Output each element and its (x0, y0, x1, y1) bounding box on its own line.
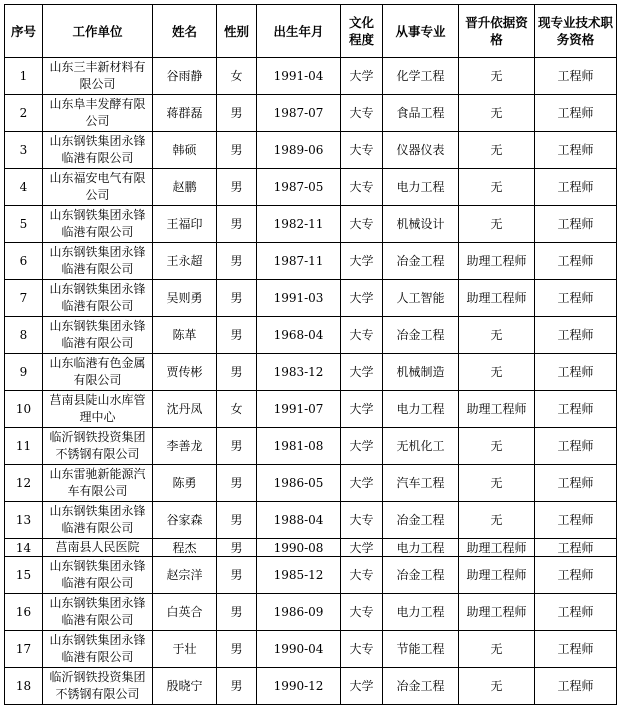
cell-title: 工程师 (535, 354, 617, 391)
cell-number: 18 (5, 668, 43, 705)
cell-birth-date: 1968-04 (257, 317, 341, 354)
cell-name: 沈丹凤 (153, 391, 217, 428)
cell-name: 陈革 (153, 317, 217, 354)
table-row (5, 354, 617, 391)
cell-birth-date: 1988-04 (257, 502, 341, 539)
cell-name: 殷晓宁 (153, 668, 217, 705)
table-row (5, 95, 617, 132)
cell-number: 8 (5, 317, 43, 354)
cell-work-unit: 山东钢铁集团永锋临港有限公司 (43, 243, 153, 280)
cell-name: 赵鹏 (153, 169, 217, 206)
table-row (5, 539, 617, 557)
cell-number: 7 (5, 280, 43, 317)
cell-birth-date: 1985-12 (257, 557, 341, 594)
header-cell: 性别 (217, 5, 257, 58)
cell-number: 12 (5, 465, 43, 502)
cell-birth-date: 1986-09 (257, 594, 341, 631)
cell-education: 大专 (341, 95, 383, 132)
cell-number: 3 (5, 132, 43, 169)
cell-birth-date: 1990-08 (257, 539, 341, 557)
cell-education: 大学 (341, 539, 383, 557)
cell-promotion-basis: 无 (459, 631, 535, 668)
cell-education: 大学 (341, 428, 383, 465)
cell-promotion-basis: 助理工程师 (459, 594, 535, 631)
header-cell: 现专业技术职务资格 (535, 5, 617, 58)
cell-education: 大学 (341, 465, 383, 502)
cell-birth-date: 1989-06 (257, 132, 341, 169)
cell-major: 汽车工程 (383, 465, 459, 502)
cell-number: 17 (5, 631, 43, 668)
table-row (5, 280, 617, 317)
cell-education: 大学 (341, 243, 383, 280)
table-row (5, 243, 617, 280)
cell-promotion-basis: 助理工程师 (459, 391, 535, 428)
cell-birth-date: 1991-07 (257, 391, 341, 428)
cell-title: 工程师 (535, 280, 617, 317)
cell-work-unit: 山东钢铁集团永锋临港有限公司 (43, 317, 153, 354)
cell-number: 1 (5, 58, 43, 95)
cell-name: 蒋群磊 (153, 95, 217, 132)
cell-major: 冶金工程 (383, 557, 459, 594)
cell-work-unit: 山东钢铁集团永锋临港有限公司 (43, 132, 153, 169)
cell-education: 大专 (341, 557, 383, 594)
cell-major: 电力工程 (383, 539, 459, 557)
cell-promotion-basis: 无 (459, 317, 535, 354)
cell-work-unit: 临沂钢铁投资集团不锈钢有限公司 (43, 428, 153, 465)
cell-promotion-basis: 无 (459, 169, 535, 206)
cell-promotion-basis: 无 (459, 428, 535, 465)
cell-major: 电力工程 (383, 391, 459, 428)
cell-gender: 男 (217, 206, 257, 243)
cell-work-unit: 山东临港有色金属有限公司 (43, 354, 153, 391)
cell-education: 大专 (341, 631, 383, 668)
cell-title: 工程师 (535, 58, 617, 95)
cell-name: 韩硕 (153, 132, 217, 169)
header-cell: 出生年月 (257, 5, 341, 58)
cell-birth-date: 1982-11 (257, 206, 341, 243)
cell-title: 工程师 (535, 668, 617, 705)
cell-major: 冶金工程 (383, 317, 459, 354)
table-row (5, 465, 617, 502)
cell-name: 白英合 (153, 594, 217, 631)
cell-gender: 男 (217, 668, 257, 705)
cell-gender: 男 (217, 465, 257, 502)
cell-education: 大学 (341, 354, 383, 391)
cell-gender: 男 (217, 539, 257, 557)
header-cell: 工作单位 (43, 5, 153, 58)
cell-gender: 女 (217, 58, 257, 95)
cell-work-unit: 山东三丰新材料有限公司 (43, 58, 153, 95)
cell-education: 大专 (341, 206, 383, 243)
header-cell: 姓名 (153, 5, 217, 58)
cell-number: 16 (5, 594, 43, 631)
cell-gender: 男 (217, 280, 257, 317)
cell-title: 工程师 (535, 465, 617, 502)
header-cell: 序号 (5, 5, 43, 58)
cell-major: 人工智能 (383, 280, 459, 317)
cell-gender: 男 (217, 557, 257, 594)
cell-gender: 男 (217, 95, 257, 132)
cell-title: 工程师 (535, 539, 617, 557)
table-row (5, 391, 617, 428)
cell-gender: 女 (217, 391, 257, 428)
cell-title: 工程师 (535, 132, 617, 169)
table-body (5, 58, 617, 705)
cell-work-unit: 临沂钢铁投资集团不锈钢有限公司 (43, 668, 153, 705)
cell-promotion-basis: 助理工程师 (459, 557, 535, 594)
table-row (5, 668, 617, 705)
cell-name: 赵宗洋 (153, 557, 217, 594)
cell-name: 吴则勇 (153, 280, 217, 317)
cell-gender: 男 (217, 354, 257, 391)
cell-birth-date: 1987-07 (257, 95, 341, 132)
cell-birth-date: 1986-05 (257, 465, 341, 502)
header-cell: 从事专业 (383, 5, 459, 58)
cell-gender: 男 (217, 132, 257, 169)
cell-number: 5 (5, 206, 43, 243)
cell-title: 工程师 (535, 557, 617, 594)
cell-birth-date: 1991-04 (257, 58, 341, 95)
cell-title: 工程师 (535, 428, 617, 465)
cell-gender: 男 (217, 502, 257, 539)
cell-major: 食品工程 (383, 95, 459, 132)
cell-birth-date: 1990-12 (257, 668, 341, 705)
cell-major: 节能工程 (383, 631, 459, 668)
cell-major: 冶金工程 (383, 502, 459, 539)
cell-name: 王永超 (153, 243, 217, 280)
personnel-table (4, 4, 617, 705)
cell-title: 工程师 (535, 169, 617, 206)
cell-major: 化学工程 (383, 58, 459, 95)
cell-birth-date: 1991-03 (257, 280, 341, 317)
cell-name: 谷家森 (153, 502, 217, 539)
cell-birth-date: 1990-04 (257, 631, 341, 668)
cell-work-unit: 山东阜丰发酵有限公司 (43, 95, 153, 132)
cell-title: 工程师 (535, 317, 617, 354)
cell-name: 李善龙 (153, 428, 217, 465)
cell-work-unit: 山东钢铁集团永锋临港有限公司 (43, 631, 153, 668)
cell-work-unit: 山东钢铁集团永锋临港有限公司 (43, 557, 153, 594)
cell-title: 工程师 (535, 95, 617, 132)
cell-work-unit: 莒南县陡山水库管理中心 (43, 391, 153, 428)
cell-promotion-basis: 无 (459, 465, 535, 502)
cell-work-unit: 山东雷驰新能源汽车有限公司 (43, 465, 153, 502)
cell-major: 无机化工 (383, 428, 459, 465)
cell-promotion-basis: 助理工程师 (459, 280, 535, 317)
cell-gender: 男 (217, 243, 257, 280)
cell-education: 大专 (341, 132, 383, 169)
cell-gender: 男 (217, 428, 257, 465)
cell-promotion-basis: 助理工程师 (459, 539, 535, 557)
cell-major: 冶金工程 (383, 668, 459, 705)
cell-promotion-basis: 无 (459, 502, 535, 539)
cell-education: 大专 (341, 502, 383, 539)
table-row (5, 169, 617, 206)
cell-major: 电力工程 (383, 594, 459, 631)
cell-work-unit: 山东钢铁集团永锋临港有限公司 (43, 206, 153, 243)
cell-work-unit: 山东钢铁集团永锋临港有限公司 (43, 502, 153, 539)
cell-name: 于壮 (153, 631, 217, 668)
cell-work-unit: 山东钢铁集团永锋临港有限公司 (43, 594, 153, 631)
cell-title: 工程师 (535, 391, 617, 428)
header-cell: 文化程度 (341, 5, 383, 58)
cell-number: 15 (5, 557, 43, 594)
cell-education: 大专 (341, 317, 383, 354)
cell-number: 9 (5, 354, 43, 391)
cell-birth-date: 1981-08 (257, 428, 341, 465)
cell-name: 谷雨静 (153, 58, 217, 95)
cell-promotion-basis: 无 (459, 132, 535, 169)
cell-major: 仪器仪表 (383, 132, 459, 169)
cell-number: 6 (5, 243, 43, 280)
cell-education: 大学 (341, 58, 383, 95)
cell-gender: 男 (217, 631, 257, 668)
cell-gender: 男 (217, 317, 257, 354)
cell-major: 冶金工程 (383, 243, 459, 280)
cell-promotion-basis: 无 (459, 668, 535, 705)
cell-title: 工程师 (535, 243, 617, 280)
table-row (5, 557, 617, 594)
table-row (5, 206, 617, 243)
cell-number: 10 (5, 391, 43, 428)
cell-name: 王福印 (153, 206, 217, 243)
cell-number: 2 (5, 95, 43, 132)
cell-number: 13 (5, 502, 43, 539)
cell-education: 大学 (341, 280, 383, 317)
cell-major: 机械制造 (383, 354, 459, 391)
header-row (5, 5, 617, 58)
table-row (5, 594, 617, 631)
cell-birth-date: 1987-11 (257, 243, 341, 280)
table-row (5, 631, 617, 668)
cell-birth-date: 1983-12 (257, 354, 341, 391)
cell-promotion-basis: 无 (459, 354, 535, 391)
table-row (5, 58, 617, 95)
cell-name: 程杰 (153, 539, 217, 557)
cell-major: 电力工程 (383, 169, 459, 206)
cell-work-unit: 山东福安电气有限公司 (43, 169, 153, 206)
table-row (5, 132, 617, 169)
cell-name: 陈勇 (153, 465, 217, 502)
cell-work-unit: 山东钢铁集团永锋临港有限公司 (43, 280, 153, 317)
cell-title: 工程师 (535, 594, 617, 631)
cell-education: 大学 (341, 391, 383, 428)
cell-promotion-basis: 无 (459, 58, 535, 95)
cell-major: 机械设计 (383, 206, 459, 243)
cell-education: 大学 (341, 668, 383, 705)
table-row (5, 502, 617, 539)
cell-gender: 男 (217, 169, 257, 206)
cell-education: 大专 (341, 594, 383, 631)
table-row (5, 428, 617, 465)
cell-work-unit: 莒南县人民医院 (43, 539, 153, 557)
cell-title: 工程师 (535, 631, 617, 668)
cell-gender: 男 (217, 594, 257, 631)
cell-education: 大专 (341, 169, 383, 206)
cell-promotion-basis: 无 (459, 95, 535, 132)
cell-title: 工程师 (535, 502, 617, 539)
cell-promotion-basis: 助理工程师 (459, 243, 535, 280)
cell-title: 工程师 (535, 206, 617, 243)
cell-birth-date: 1987-05 (257, 169, 341, 206)
cell-number: 4 (5, 169, 43, 206)
cell-name: 贾传彬 (153, 354, 217, 391)
header-cell: 晋升依据资格 (459, 5, 535, 58)
table-row (5, 317, 617, 354)
cell-promotion-basis: 无 (459, 206, 535, 243)
cell-number: 14 (5, 539, 43, 557)
cell-number: 11 (5, 428, 43, 465)
